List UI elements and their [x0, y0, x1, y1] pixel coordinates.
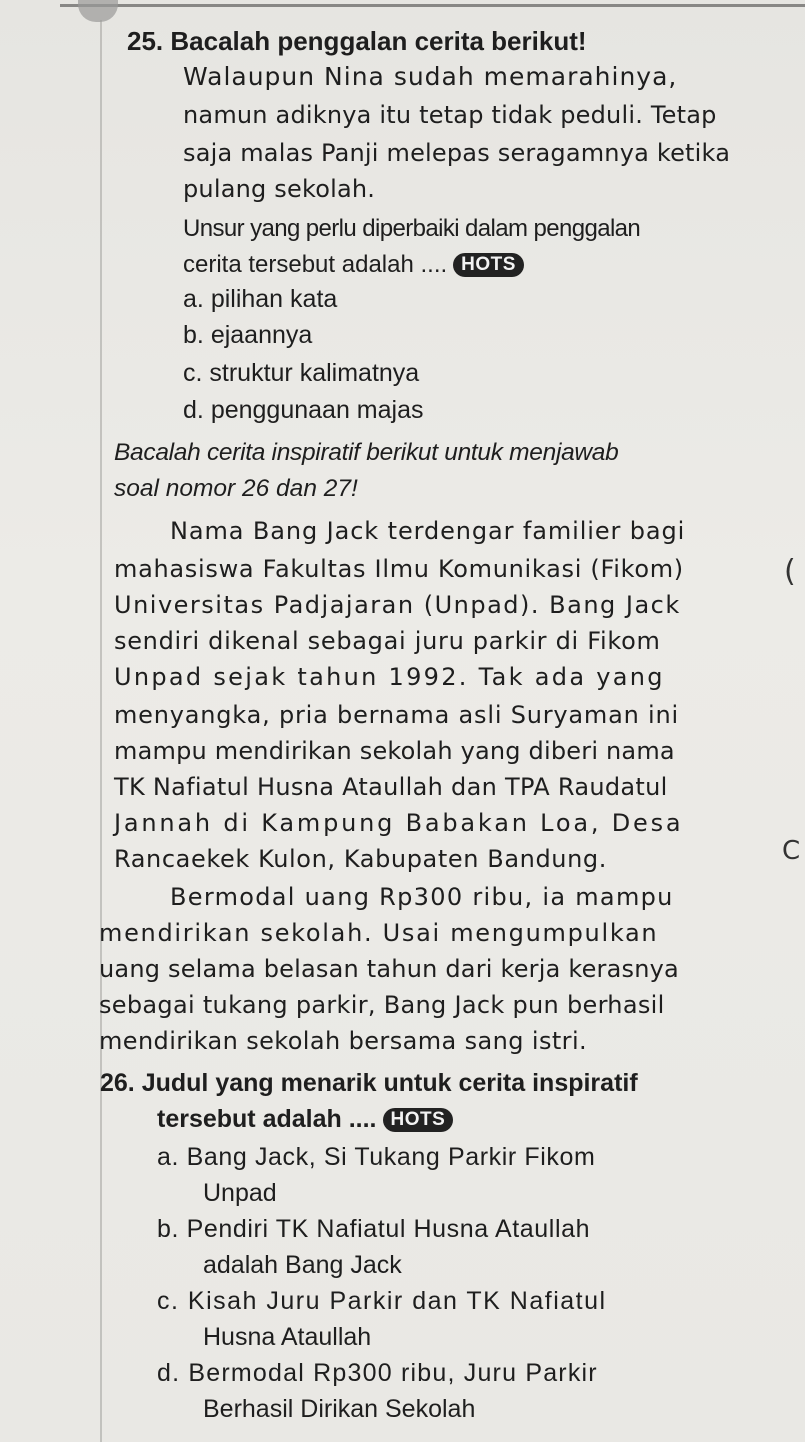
option-c-cont: Husna Ataullah — [203, 1323, 372, 1351]
story-line: Nama Bang Jack terdengar familier bagi — [170, 517, 686, 545]
option-a[interactable] — [157, 1140, 595, 1174]
option-text: ejaannya — [210, 321, 313, 349]
option-letter: a. — [183, 285, 204, 313]
option-letter: a. — [157, 1143, 180, 1171]
story-line: mendirikan sekolah. Usai mengumpulkan — [99, 919, 659, 947]
reading-instruction-cont: soal nomor 26 dan 27! — [114, 475, 358, 502]
story-line: Rancaekek Kulon, Kabupaten Bandung. — [114, 845, 607, 873]
excerpt-line: saja malas Panji melepas seragamnya ketika — [183, 139, 731, 167]
excerpt-line: namun adiknya itu tetap tidak peduli. Tetap — [183, 101, 717, 129]
story-line: TK Nafiatul Husna Ataullah dan TPA Raudatul — [114, 773, 668, 801]
margin-mark: C — [782, 836, 801, 866]
excerpt-line: pulang sekolah. — [183, 175, 376, 203]
story-line: mahasiswa Fakultas Ilmu Komunikasi (Fikom) — [114, 555, 684, 583]
option-text: Bermodal Rp300 ribu, Juru Parkir — [188, 1359, 598, 1387]
question-number: 25. — [127, 26, 164, 56]
option-letter: d. — [157, 1359, 181, 1387]
story-line: uang selama belasan tahun dari kerja kerasnya — [99, 955, 679, 983]
question-25-text-cont — [183, 248, 524, 282]
question-instruction: Bacalah penggalan cerita berikut! — [170, 26, 587, 56]
option-b-cont: adalah Bang Jack — [203, 1251, 402, 1279]
hots-badge: HOTS — [453, 253, 524, 277]
story-line: sebagai tukang parkir, Bang Jack pun berhasil — [99, 991, 665, 1019]
question-26-text: Judul yang menarik untuk cerita inspiratif — [141, 1069, 638, 1097]
option-a[interactable] — [183, 282, 337, 316]
question-26-text-cont — [157, 1102, 453, 1136]
option-letter: d. — [183, 396, 204, 424]
story-line: menyangka, pria bernama asli Suryaman ini — [114, 701, 680, 729]
page-top-rule — [60, 4, 805, 7]
option-c[interactable] — [157, 1284, 607, 1318]
hots-badge: HOTS — [383, 1108, 454, 1132]
question-26-header — [100, 1066, 638, 1100]
reading-instruction: Bacalah cerita inspiratif berikut untuk menjawab — [114, 439, 619, 466]
option-text: Bang Jack, Si Tukang Parkir Fikom — [186, 1143, 596, 1171]
option-d-cont: Berhasil Dirikan Sekolah — [203, 1395, 476, 1423]
story-line: sendiri dikenal sebagai juru parkir di Fikom — [114, 627, 661, 655]
option-letter: b. — [157, 1215, 180, 1243]
option-d[interactable] — [183, 393, 423, 427]
story-line: Unpad sejak tahun 1992. Tak ada yang — [114, 663, 665, 691]
option-text: Pendiri TK Nafiatul Husna Ataullah — [186, 1215, 591, 1243]
excerpt-line: Walaupun Nina sudah memarahinya, — [183, 62, 678, 91]
option-letter: c. — [157, 1287, 180, 1315]
binder-tab — [78, 0, 118, 22]
option-text: pilihan kata — [210, 285, 338, 313]
option-b[interactable] — [183, 318, 312, 352]
story-line: mampu mendirikan sekolah yang diberi nama — [114, 737, 675, 765]
margin-mark: ( — [784, 554, 796, 589]
story-line: Bermodal uang Rp300 ribu, ia mampu — [170, 883, 674, 911]
question-25-text-line2: cerita tersebut adalah .... — [183, 251, 448, 278]
option-letter: b. — [183, 321, 204, 349]
option-b[interactable] — [157, 1212, 590, 1246]
option-text: penggunaan majas — [210, 396, 424, 424]
question-25-header — [127, 24, 587, 58]
option-text: struktur kalimatnya — [209, 359, 420, 387]
option-letter: c. — [183, 359, 203, 387]
option-a-cont: Unpad — [203, 1179, 277, 1207]
story-line: Jannah di Kampung Babakan Loa, Desa — [114, 809, 684, 837]
page-spine-shadow — [100, 20, 102, 1442]
option-c[interactable] — [183, 356, 419, 390]
story-line: Universitas Padjajaran (Unpad). Bang Jack — [114, 591, 681, 619]
option-d[interactable] — [157, 1356, 598, 1390]
question-26-text-line2: tersebut adalah .... — [157, 1105, 377, 1133]
question-25-text: Unsur yang perlu diperbaiki dalam penggalan — [183, 215, 641, 242]
option-text: Kisah Juru Parkir dan TK Nafiatul — [187, 1287, 607, 1315]
question-number: 26. — [100, 1069, 135, 1097]
story-line: mendirikan sekolah bersama sang istri. — [99, 1027, 588, 1055]
